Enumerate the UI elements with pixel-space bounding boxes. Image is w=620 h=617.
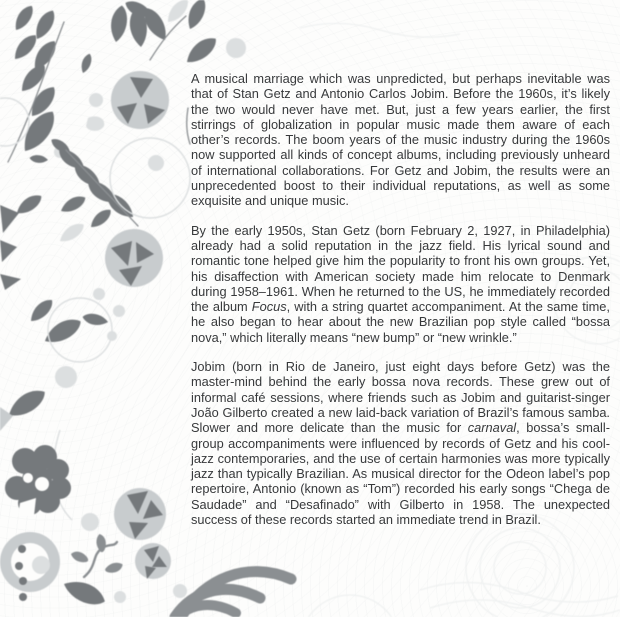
faceted-rosette-middle (105, 229, 163, 287)
seed-dot (18, 545, 26, 553)
text-run: , with a string quartet accompaniment. At the same time, he also began to hear about the new Brazilian pop style called “bossa nova,” which literally means “new bump” or “new wrinkle.” (191, 299, 610, 345)
accent-dot (226, 38, 246, 58)
fan-arcs (175, 572, 291, 617)
leaf-shape (182, 36, 221, 65)
accent-dot (55, 366, 77, 388)
accent-dot (93, 288, 105, 300)
leaf-shape (57, 222, 87, 243)
leaf-spray-middle (29, 135, 135, 224)
petal-shape (91, 533, 111, 552)
outline-ring (0, 98, 29, 146)
leaf-band-mid-left (0, 194, 114, 344)
seed-dot (19, 577, 27, 585)
leaf-shape (9, 4, 39, 32)
text-run: Jobim (born in Rio de Janeiro, just eight days before Getz) was the master-mind behind the early bossa nova records. These grew out of informal café sessions, where friends such as Jobim and guitarist-singer João Gilberto created a new laid-back variation of Brazil’s famous samba. Slower and more delicate than the music for (191, 359, 610, 436)
seed-dot (19, 593, 27, 601)
leaf-shape (15, 63, 51, 93)
leaf-shape (87, 208, 114, 229)
wedge-shape (0, 240, 17, 262)
leaf-shape (59, 195, 87, 213)
ring-flower (0, 532, 60, 601)
accent-dot (148, 155, 164, 171)
accent-dot (173, 584, 187, 598)
pen-mark (187, 108, 190, 144)
accent-dot (89, 93, 103, 107)
leaf-shape (14, 194, 45, 215)
accent-dot (114, 591, 126, 603)
leaf-shape (5, 388, 49, 417)
faceted-rosette-bottom-large (114, 488, 166, 540)
leaf-shape (81, 308, 108, 331)
seed-dot (15, 562, 23, 570)
leaf-shape (76, 53, 95, 74)
text-run: By the early 1950s, Stan Getz (born February 2, 1927, in Philadelphia) already had a solid reputation in the jazz field. His lyrical sound and romantic tone helped give him the popularity to front his own groups. Yet, his disaffection with American society made him relocate to Denmark during 1958–1961. When he returned to the US, he immediately recorded the album (191, 222, 610, 315)
wedge-shape (0, 274, 21, 290)
texture-wave (300, 23, 460, 37)
petal-shape (71, 548, 89, 566)
text-run: A musical marriage which was unpredicted, but perhaps inevitable was that of Stan Getz and Antonio Carlos Jobim. Before the 1960s, it’s likely the two would never have met. But, just a few years earlier, the first stirrings of globalization in popular music made them aware of each other’s records. The boom years of the music industry during the 1960s now supported all kinds of concept albums, including previously unheard of international collaborations. For Getz and Jobim, the results were an unprecedented boost to their individual reputations, as well as some exquisite and unique music. (191, 71, 610, 209)
italic-text-run: carnaval (467, 420, 517, 436)
ring-flower-inner-dot (32, 556, 50, 574)
leaf-cluster-top-center (103, 0, 221, 64)
accent-blob (86, 116, 104, 130)
fan-arc (177, 605, 236, 617)
paragraph (191, 223, 610, 345)
outline-ring (110, 138, 190, 218)
faceted-rosette-top (111, 71, 169, 129)
wedge-shape (0, 205, 19, 233)
accent-dot (113, 305, 125, 317)
vine-swirl (71, 533, 124, 577)
paragraph (191, 71, 610, 209)
article (191, 71, 610, 541)
text-run: , bossa’s small-group accompaniments were influenced by records of Getz and his cool-jazz contemporaries, and the use of certain harmonies was more typically jazz than typically Brazilian. As musical director for the Odeon label’s pop repertoire, Antonio (known as “Tom”) recorded his early songs “Chega de Saudade” and “Desafinado” with Gilberto in 1958. The unexpected success of these records started an immediate trend in Brazil. (191, 420, 610, 528)
texture-ring (300, 595, 400, 617)
leaf-shape (29, 151, 49, 166)
texture-wave (420, 582, 618, 602)
petal-shape (104, 558, 123, 577)
italic-text-run: Focus (251, 299, 287, 315)
scallop-cutout (35, 477, 49, 491)
leaf-shape (26, 298, 57, 323)
paragraph (191, 359, 610, 527)
accent-dot (81, 513, 99, 531)
faceted-rosette-bottom-small (135, 543, 171, 579)
scallop-cutout (23, 473, 33, 483)
